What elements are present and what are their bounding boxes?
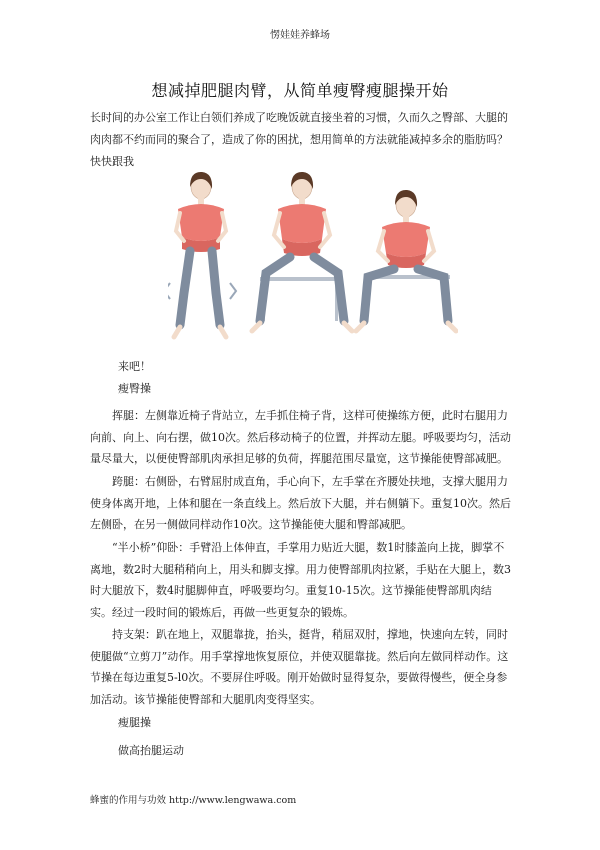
right-arrow-icon: [230, 283, 236, 299]
page-title: 想减掉肥腿肉臂，从简单瘦臀瘦腿操开始: [151, 81, 449, 100]
intro-paragraph: 长时间的办公室工作让白领们养成了吃晚饭就直接坐着的习惯，久而久之臀部、大腿的肉肉都不约而同的聚合了，造成了你的困扰，想用简单的方法就能减掉多余的脂肪吗？快快跟我: [90, 111, 508, 168]
figure-standing: [168, 172, 236, 337]
section-heading-hip: 瘦臀操: [118, 382, 151, 395]
page-header: 愣娃娃养蜂场: [270, 30, 330, 41]
paragraph-leg-swing: 挥腿：左侧靠近椅子背站立，左手抓住椅子背，这样可使操练方便，此时右腿用力向前、向上、向右摆，做10次。然后移动椅子的位置，并挥动左腿。呼吸要均匀，活动量尽量大，以便使臀部肌肉承担足够的负荷，挥腿范围尽量宽，这节操能使臀部减肥。: [90, 409, 511, 465]
section-heading-leg: 瘦腿操: [118, 716, 151, 729]
left-arrow-icon: [168, 283, 170, 299]
figure-wide-squat: [252, 172, 352, 331]
page-footer: 蜂蜜的作用与功效 http://www.lengwawa.com: [90, 795, 297, 806]
subheading-high-knee: 做高抬腿运动: [118, 744, 184, 757]
paragraph-half-bridge: “半小桥”仰卧：手臂沿上体伸直，手掌用力贴近大腿，数1时膝盖向上拢，脚掌不离地，数2时大腿稍稍向上，用头和脚支撑。用力使臀部肌肉拉紧，手贴在大腿上，数3时大腿放下，数4时腿脚伸直，呼吸要均匀。重复10-15次。这节操能使臀部肌肉结实。经过一段时间的锻炼后，再做一些更复杂的锻炼。: [90, 541, 511, 619]
figure-deep-plie: [356, 190, 456, 331]
come-on-text: 来吧！: [118, 360, 151, 373]
exercise-illustration: [168, 165, 458, 345]
paragraph-support-frame: 持支架：趴在地上，双腿靠拢，抬头，挺背，稍屈双肘，撑地，快速向左转，同时使腿做“立剪刀”动作。用手掌撑地恢复原位，并使双腿靠拢。然后向左做同样动作。这节操在每边重复5-l0次。不要屏住呼吸。刚开始做时显得复杂，要做得慢些，便全身参加活动。该节操能使臀部和大腿肌肉变得坚实。: [90, 628, 509, 706]
paragraph-leg-stride: 跨腿：右侧卧，右臂屈肘成直角，手心向下，左手掌在齐腰处扶地，支撑大腿用力使身体离开地，上体和腿在一条直线上。然后放下大腿，并右侧躺下。重复10次。然后左侧卧，在另一侧做同样动作10次。这节操能使大腿和臀部减肥。: [90, 475, 511, 531]
